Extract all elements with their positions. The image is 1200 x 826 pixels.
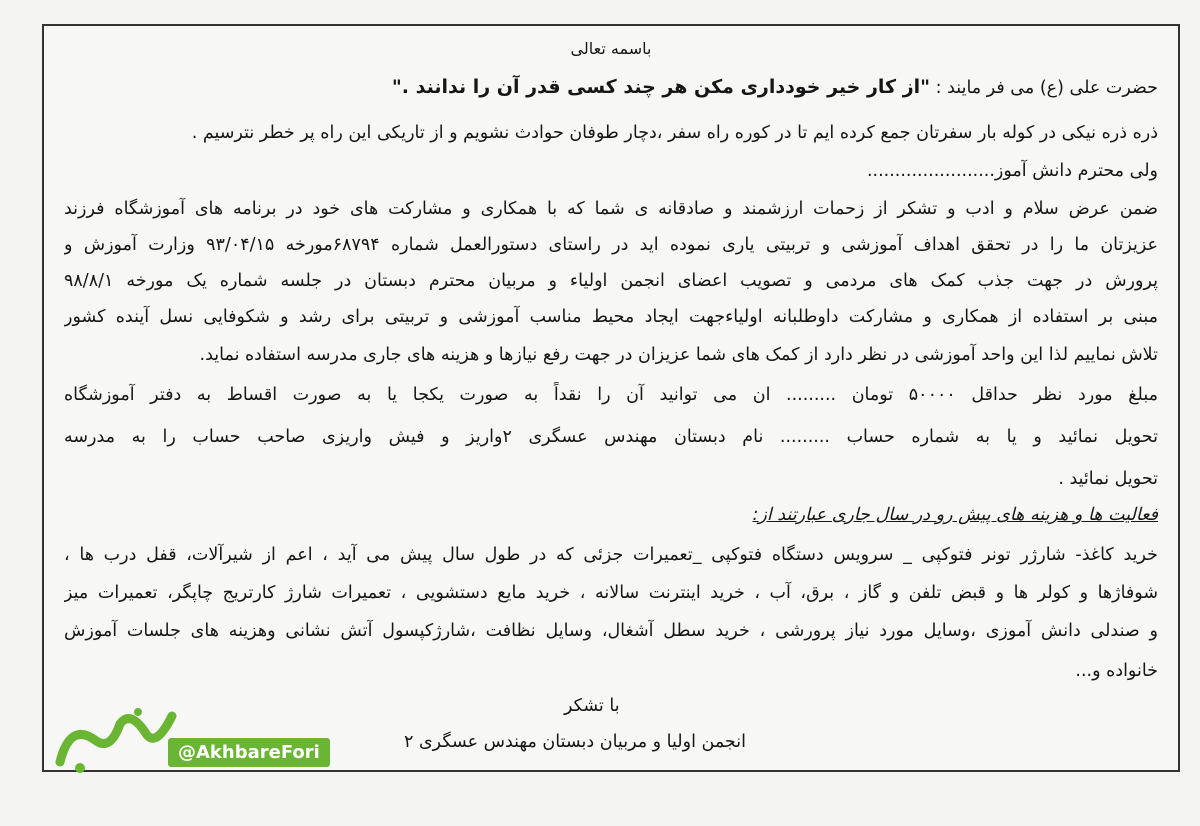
akhbarefori-watermark: [50, 702, 370, 776]
intro-line: ذره ذره نیکی در کوله بار سفرتان جمع کرده ایم تا در کوره راه سفر ،دچار طوفان حوادث نشویم و از تاریکی این راه پر خطر نترسیم .: [191, 123, 1158, 143]
body-line: عزیزتان ما را در تحقق اهداف آموزشی و تربیتی یاری نموده اید در راستای دستورالعمل شماره ۶۸۷۹۴مورخه ۹۳/۰۴/۱۵ وزارت آموزش و: [64, 235, 1158, 255]
activities-heading: فعالیت ها و هزینه های پیش رو در سال جاری عبارتند از:: [752, 505, 1158, 525]
body-line: پرورش در جهت جذب کمک های مردمی و تصویب اعضای انجمن اولیاء و مربیان محترم دبستان در جلسه شماره یک مورخه ۹۸/۸/۱: [64, 271, 1158, 291]
activities-line: خانواده و...: [1075, 661, 1158, 681]
activities-line: خرید کاغذ- شارژر تونر فتوکپی _ سرویس دستگاه فتوکپی _تعمیرات جزئی که در طول سال پیش می آید ، اعم از شیرآلات، قفل درب ها ،: [64, 545, 1158, 565]
body-line: مبلغ مورد نظر حداقل ۵۰۰۰۰ تومان ......... ان می توانید آن را نقداً به صورت یکجا یا به صورت اقساط به دفتر آموزشگاه: [64, 385, 1158, 405]
letter-frame: [42, 24, 1180, 772]
body-line: تحویل نمائید .: [1058, 469, 1158, 489]
signature: انجمن اولیا و مربیان دبستان مهندس عسگری ۲: [404, 732, 746, 752]
body-line: تحویل نمائید و یا به شماره حساب ......... نام دبستان مهندس عسگری ۲واریز و فیش واریزی صاحب حساب را به مدرسه: [64, 427, 1158, 447]
addressee: ولی محترم دانش آموز.......................: [866, 161, 1158, 181]
salutation: باسمه تعالی: [570, 39, 652, 58]
closing: با تشکر: [564, 696, 620, 716]
activities-line: و صندلی دانش آموزی ،وسایل مورد نیاز پرورشی ، خرید سطل آشغال، وسایل نظافت ،شارژکپسول آتش نشانی وهزینه های جلسات آموزش: [64, 621, 1158, 641]
watermark-handle: @AkhbareFori: [168, 738, 330, 767]
body-line: مبنی بر استفاده از همکاری و مشارکت داوطلبانه اولیاءجهت ایجاد محیط مناسب آموزشی و تربیتی برای رشد و شکوفایی نسل آینده کشور: [64, 307, 1158, 327]
quote-text: "از کار خیر خودداری مکن هر چند کسی قدر آن را ندانند .": [391, 76, 931, 98]
quote-intro: حضرت علی (ع) می فر مایند :: [935, 78, 1158, 98]
body-line: ضمن عرض سلام و ادب و تشکر از زحمات ارزشمند و صادقانه ی شما که با همکاری و مشارکت های خود در برنامه های آموزشگاه فرزند: [64, 199, 1158, 219]
body-line: تلاش نماییم لذا این واحد آموزشی در نظر دارد از کمک های شما عزیزان در جهت رفع نیازها و هزینه های جاری مدرسه استفاده نماید.: [199, 345, 1158, 365]
activities-line: شوفاژها و کولر ها و قبض تلفن و گاز ، برق، آب ، خرید اینترنت سالانه ، خرید مایع دستشویی ، تعمیرات شارژ کارتریج چاپگر، تعمیرات میز: [64, 583, 1158, 603]
quote-line: [64, 74, 1158, 101]
